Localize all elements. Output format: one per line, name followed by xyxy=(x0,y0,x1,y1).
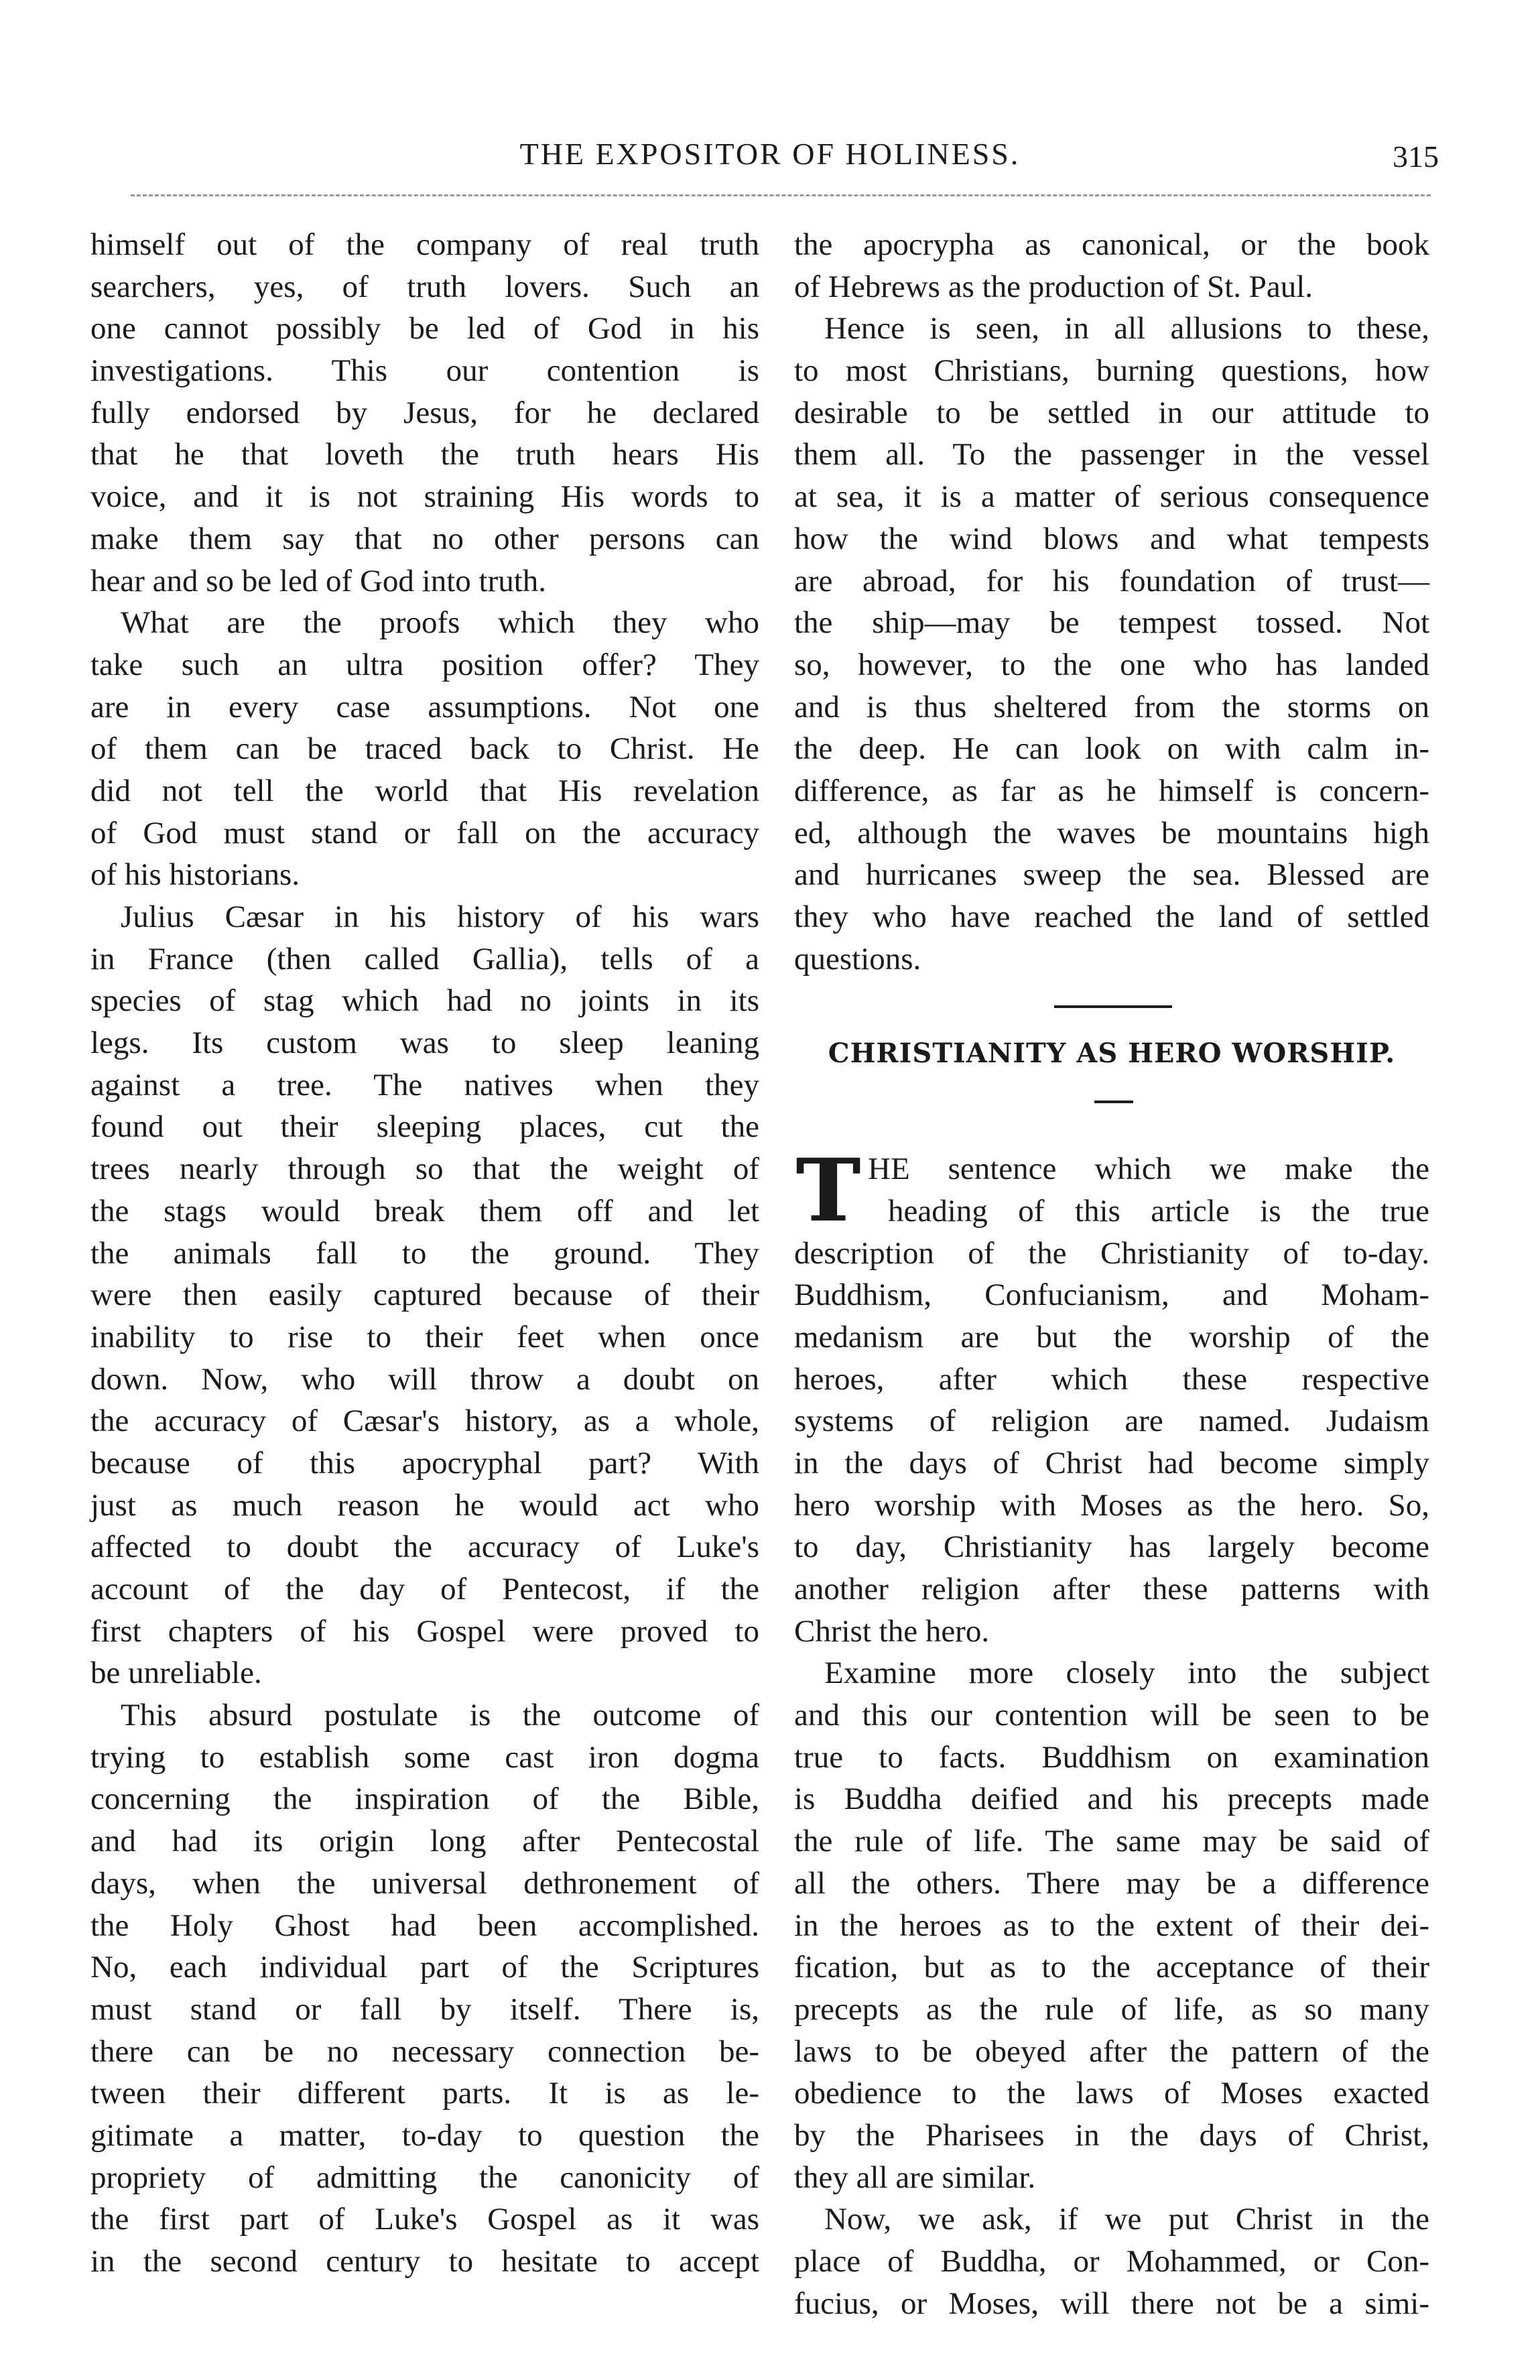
paragraph xyxy=(794,1141,1429,1652)
text-line: found out their sleeping places, cut the xyxy=(90,1109,759,1145)
text-line: precepts as the rule of life, as so many xyxy=(794,1991,1429,2027)
text-line: laws to be obeyed after the pattern of the xyxy=(794,2033,1429,2069)
paragraph xyxy=(90,1694,759,2283)
text-line: of Hebrews as the production of St. Paul. xyxy=(794,269,1313,304)
text-line: the animals fall to the ground. They xyxy=(90,1235,759,1271)
text-line: so, however, to the one who has landed xyxy=(794,647,1429,682)
article-heading: CHRISTIANITY AS HERO WORSHIP. xyxy=(828,1038,1396,1070)
text-line: first chapters of his Gospel were proved to xyxy=(90,1613,759,1649)
text-line: how the wind blows and what tempests xyxy=(794,521,1429,556)
text-line: Now, we ask, if we put Christ in the xyxy=(824,2202,1429,2237)
text-line: to day, Christianity has largely become xyxy=(794,1529,1429,1565)
text-line: inability to rise to their feet when once xyxy=(90,1319,759,1355)
text-line: description of the Christianity of to-day. xyxy=(794,1235,1429,1271)
text-line: Examine more closely into the subject xyxy=(824,1655,1429,1691)
text-line: in the second century to hesitate to accept xyxy=(90,2244,759,2279)
text-line: true to facts. Buddhism on examination xyxy=(794,1739,1429,1775)
drop-cap: T xyxy=(795,1141,860,1242)
text-line: tween their different parts. It is as le- xyxy=(90,2076,759,2111)
text-line: Christ the hero. xyxy=(794,1613,990,1649)
text-line: there can be no necessary connection be- xyxy=(90,2033,759,2069)
text-line: medanism are but the worship of the xyxy=(794,1319,1429,1355)
text-line: did not tell the world that His revelation xyxy=(90,773,759,808)
right-column-before xyxy=(794,224,1429,980)
text-line: of God must stand or fall on the accuracy xyxy=(90,815,759,851)
text-line: make them say that no other persons can xyxy=(90,521,759,556)
text-line: just as much reason he would act who xyxy=(90,1487,759,1523)
text-line: voice, and it is not straining His words to xyxy=(90,479,759,515)
text-line: systems of religion are named. Judaism xyxy=(794,1403,1429,1439)
text-line: were then easily captured because of their xyxy=(90,1277,759,1313)
text-line: heroes, after which these respective xyxy=(794,1361,1429,1397)
text-line: be unreliable. xyxy=(90,1655,262,1691)
text-line: heading of this article is the true xyxy=(888,1193,1429,1229)
text-line: in the days of Christ had become simply xyxy=(794,1445,1429,1481)
text-line: questions. xyxy=(794,941,921,977)
paragraph xyxy=(90,224,759,602)
text-line: all the others. There may be a difference xyxy=(794,1865,1429,1901)
text-line: the Holy Ghost had been accomplished. xyxy=(90,1907,759,1943)
text-line: by the Pharisees in the days of Christ, xyxy=(794,2117,1429,2153)
text-line: Julius Cæsar in his history of his wars xyxy=(121,899,759,934)
text-line: species of stag which had no joints in its xyxy=(90,983,759,1019)
text-line: to most Christians, burning questions, how xyxy=(794,353,1429,389)
text-line: they who have reached the land of settled xyxy=(794,899,1429,934)
section-divider xyxy=(1054,1005,1172,1008)
text-line: No, each individual part of the Scriptures xyxy=(90,1950,759,1985)
text-line: is Buddha deified and his precepts made xyxy=(794,1781,1429,1817)
article-heading-block xyxy=(794,980,1429,1148)
text-line: must stand or fall by itself. There is, xyxy=(90,1991,759,2027)
text-line: difference, as far as he himself is concern- xyxy=(794,773,1429,808)
text-line: because of this apocryphal part? With xyxy=(90,1445,759,1481)
text-line: gitimate a matter, to-day to question the xyxy=(90,2117,759,2153)
text-line: that he that loveth the truth hears His xyxy=(90,437,759,473)
text-line: down. Now, who will throw a doubt on xyxy=(90,1361,759,1397)
text-line: take such an ultra position offer? They xyxy=(90,647,759,682)
text-line: the apocrypha as canonical, or the book xyxy=(794,227,1429,262)
text-line: against a tree. The natives when they xyxy=(90,1067,759,1103)
text-line: trees nearly through so that the weight of xyxy=(90,1151,759,1187)
text-line: and hurricanes sweep the sea. Blessed are xyxy=(794,857,1429,893)
text-line: and had its origin long after Pentecostal xyxy=(90,1824,759,1859)
text-line: are abroad, for his foundation of trust— xyxy=(794,563,1429,599)
text-line: This absurd postulate is the outcome of xyxy=(121,1698,759,1733)
text-line: the accuracy of Cæsar's history, as a whole, xyxy=(90,1403,759,1439)
text-line: himself out of the company of real truth xyxy=(90,227,759,262)
text-line: they all are similar. xyxy=(794,2159,1036,2195)
text-line: hear and so be led of God into truth. xyxy=(90,563,547,599)
text-line: account of the day of Pentecost, if the xyxy=(90,1572,759,1607)
paragraph xyxy=(794,308,1429,980)
text-line: in the heroes as to the extent of their dei- xyxy=(794,1907,1429,1943)
text-line: HE sentence which we make the xyxy=(868,1151,1429,1187)
text-line: What are the proofs which they who xyxy=(121,605,759,641)
text-line: and is thus sheltered from the storms on xyxy=(794,689,1429,725)
text-line: the rule of life. The same may be said of xyxy=(794,1824,1429,1859)
paragraph xyxy=(794,1652,1429,2198)
text-line: fucius, or Moses, will there not be a simi- xyxy=(794,2285,1429,2321)
text-line: trying to establish some cast iron dogma xyxy=(90,1739,759,1775)
text-line: at sea, it is a matter of serious consequence xyxy=(794,479,1429,515)
text-line: concerning the inspiration of the Bible, xyxy=(90,1781,759,1817)
text-line: of his historians. xyxy=(90,857,300,893)
text-line: of them can be traced back to Christ. He xyxy=(90,731,759,767)
text-line: fully endorsed by Jesus, for he declared xyxy=(90,395,759,430)
text-line: them all. To the passenger in the vessel xyxy=(794,437,1429,473)
paragraph xyxy=(794,2198,1429,2324)
text-line: propriety of admitting the canonicity of xyxy=(90,2159,759,2195)
text-line: the ship—may be tempest tossed. Not xyxy=(794,605,1429,641)
text-line: fication, but as to the acceptance of their xyxy=(794,1950,1429,1985)
text-line: in France (then called Gallia), tells of a xyxy=(90,941,759,977)
running-title: THE EXPOSITOR OF HOLINESS. xyxy=(519,137,1021,171)
text-line: hero worship with Moses as the hero. So, xyxy=(794,1487,1429,1523)
text-line: investigations. This our contention is xyxy=(90,353,759,389)
text-line: affected to doubt the accuracy of Luke's xyxy=(90,1529,759,1565)
right-column-after xyxy=(794,1141,1429,2324)
text-line: are in every case assumptions. Not one xyxy=(90,689,759,725)
left-column xyxy=(90,224,759,2283)
text-line: one cannot possibly be led of God in his xyxy=(90,311,759,347)
text-line: days, when the universal dethronement of xyxy=(90,1865,759,1901)
text-line: Buddhism, Confucianism, and Moham- xyxy=(794,1277,1429,1313)
text-line: desirable to be settled in our attitude to xyxy=(794,395,1429,430)
text-line: obedience to the laws of Moses exacted xyxy=(794,2076,1429,2111)
text-line: searchers, yes, of truth lovers. Such an xyxy=(90,269,759,304)
heading-rule xyxy=(1094,1101,1133,1103)
text-line: another religion after these patterns with xyxy=(794,1572,1429,1607)
text-line: the first part of Luke's Gospel as it was xyxy=(90,2202,759,2237)
text-line: ed, although the waves be mountains high xyxy=(794,815,1429,851)
text-line: Hence is seen, in all allusions to these, xyxy=(824,311,1429,347)
text-line: the deep. He can look on with calm in- xyxy=(794,731,1429,767)
text-line: the stags would break them off and let xyxy=(90,1193,759,1229)
text-line: and this our contention will be seen to be xyxy=(794,1698,1429,1733)
text-line: legs. Its custom was to sleep leaning xyxy=(90,1025,759,1061)
right-column xyxy=(794,224,1429,2324)
header-rule xyxy=(131,194,1431,196)
text-line: place of Buddha, or Mohammed, or Con- xyxy=(794,2244,1429,2279)
page-number: 315 xyxy=(1393,139,1439,174)
paragraph xyxy=(90,602,759,896)
paragraph xyxy=(794,224,1429,308)
paragraph xyxy=(90,896,759,1694)
